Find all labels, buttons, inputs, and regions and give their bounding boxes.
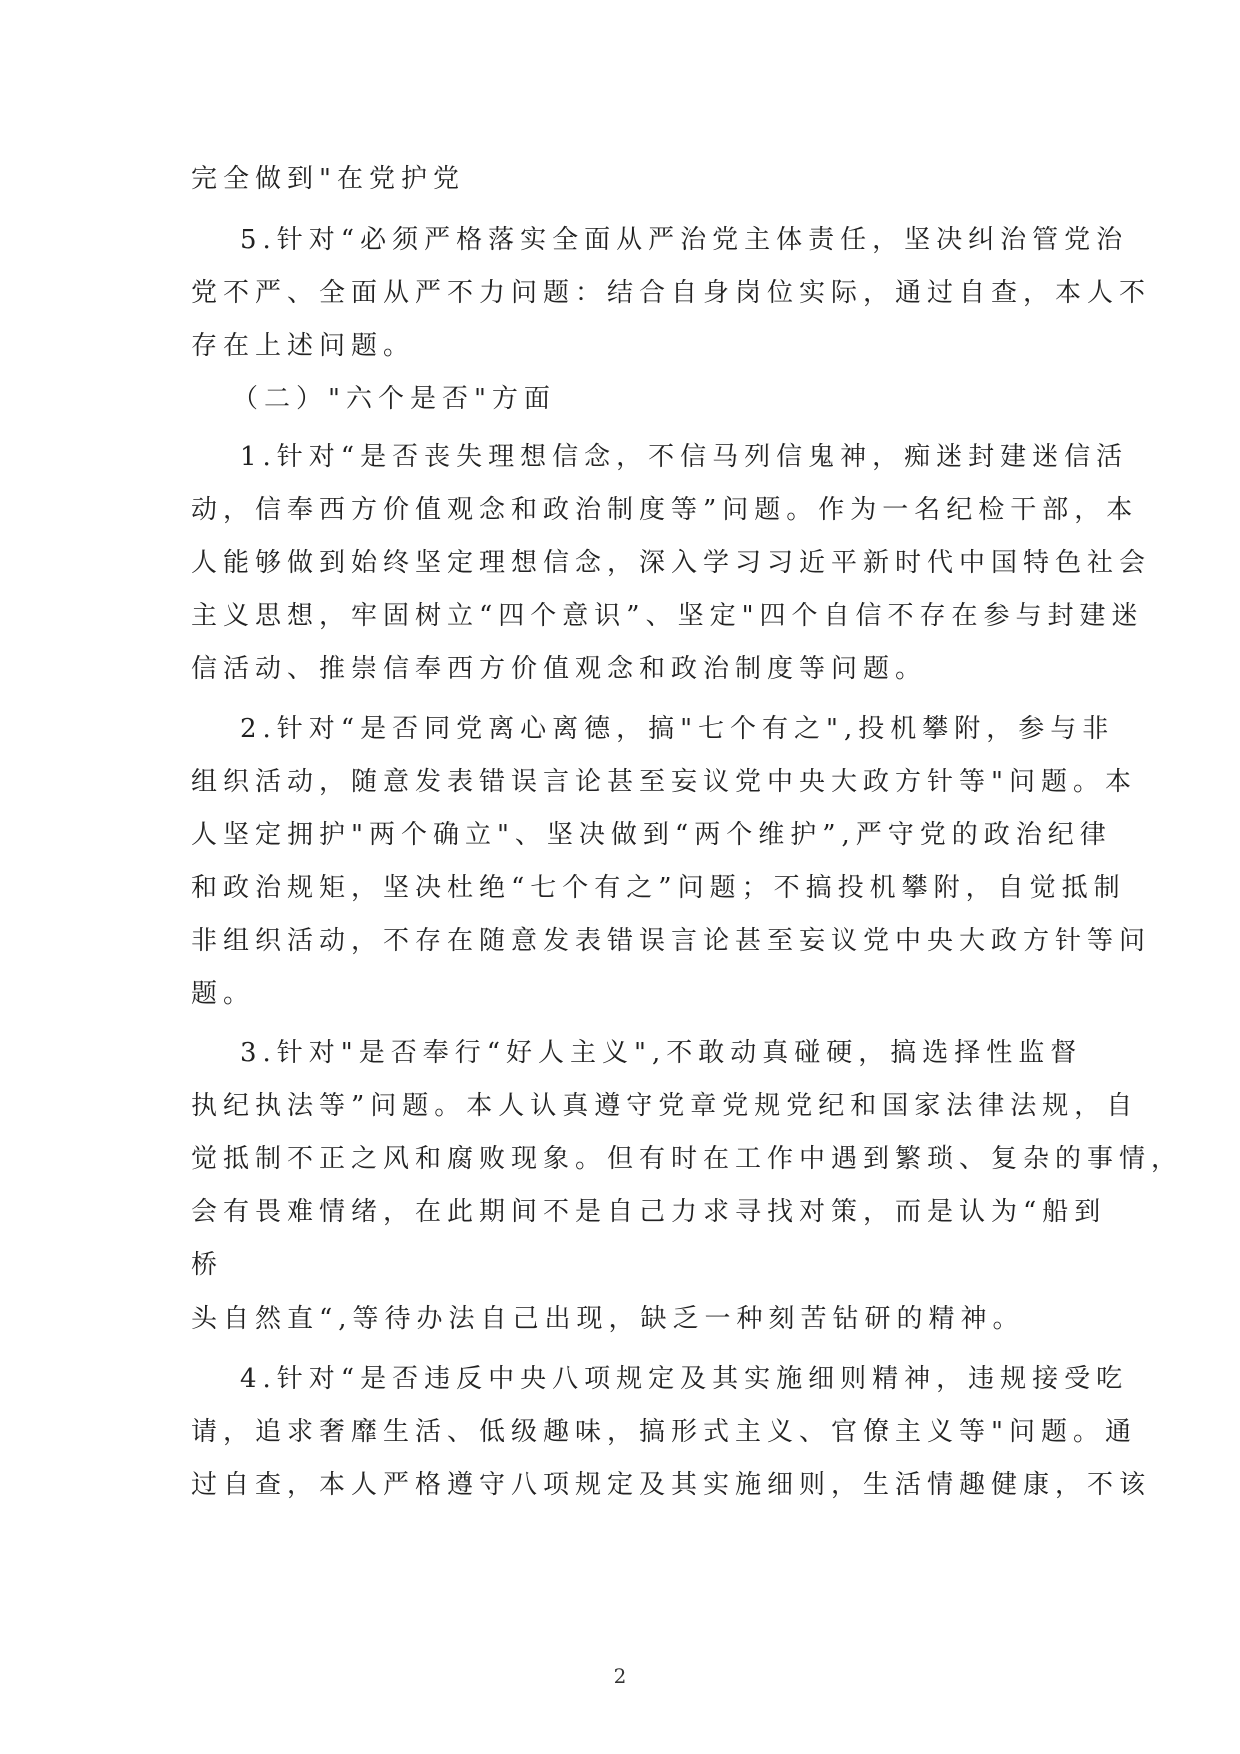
text-line: 信活动、推崇信奉西方价值观念和政治制度等问题。 — [191, 654, 928, 684]
text-line: 非组织活动，不存在随意发表错误言论甚至妄议党中央大政方针等问 — [191, 926, 1152, 956]
text-line: 动，信奉西方价值观念和政治制度等”问题。作为一名纪检干部，本 — [191, 495, 1139, 525]
text-line: 人能够做到始终坚定理想信念，深入学习习近平新时代中国特色社会 — [191, 548, 1152, 578]
section-heading: （二）"六个是否"方面 — [232, 384, 556, 414]
paragraph-first-line: 5.针对“必须严格落实全面从严治党主体责任，坚决纠治管党治 — [240, 225, 1129, 255]
paragraph-first-line: 2.针对“是否同党离心离德，搞"七个有之",投机攀附，参与非 — [240, 714, 1115, 744]
text-line: 主义思想，牢固树立“四个意识”、坚定"四个自信不存在参与封建迷 — [191, 601, 1144, 631]
text-line: 组织活动，随意发表错误言论甚至妄议党中央大政方针等"问题。本 — [191, 767, 1137, 797]
text-line: 请，追求奢靡生活、低级趣味，搞形式主义、官僚主义等"问题。通 — [191, 1417, 1137, 1447]
text-line: 存在上述问题。 — [191, 331, 416, 361]
text-line: 题。 — [191, 979, 256, 1009]
text-line: 人坚定拥护"两个确立"、坚决做到“两个维护”,严守党的政治纪律 — [191, 820, 1112, 850]
text-line: 头自然直“,等待办法自己出现，缺乏一种刻苦钻研的精神。 — [191, 1304, 1025, 1334]
text-line: 会有畏难情绪，在此期间不是自己力求寻找对策，而是认为“船到 — [191, 1197, 1107, 1227]
text-line: 执纪执法等”问题。本人认真遵守党章党规党纪和国家法律法规，自 — [191, 1091, 1139, 1121]
text-line: 觉抵制不正之风和腐败现象。但有时在工作中遇到繁琐、复杂的事情， — [191, 1144, 1184, 1174]
text-line: 完全做到"在党护党 — [191, 164, 465, 194]
text-line: 党不严、全面从严不力问题：结合自身岗位实际，通过自查，本人不 — [191, 278, 1152, 308]
text-line: 和政治规矩，坚决杜绝“七个有之”问题；不搞投机攀附，自觉抵制 — [191, 873, 1126, 903]
text-line: 桥 — [191, 1250, 224, 1280]
paragraph-first-line: 1.针对“是否丧失理想信念，不信马列信鬼神，痴迷封建迷信活 — [240, 442, 1129, 472]
paragraph-first-line: 4.针对“是否违反中央八项规定及其实施细则精神，违规接受吃 — [240, 1364, 1129, 1394]
text-line: 过自查，本人严格遵守八项规定及其实施细则，生活情趣健康，不该 — [191, 1470, 1152, 1500]
paragraph-first-line: 3.针对"是否奉行“好人主义",不敢动真碰硬，搞选择性监督 — [240, 1038, 1083, 1068]
page-number: 2 — [613, 1664, 627, 1688]
